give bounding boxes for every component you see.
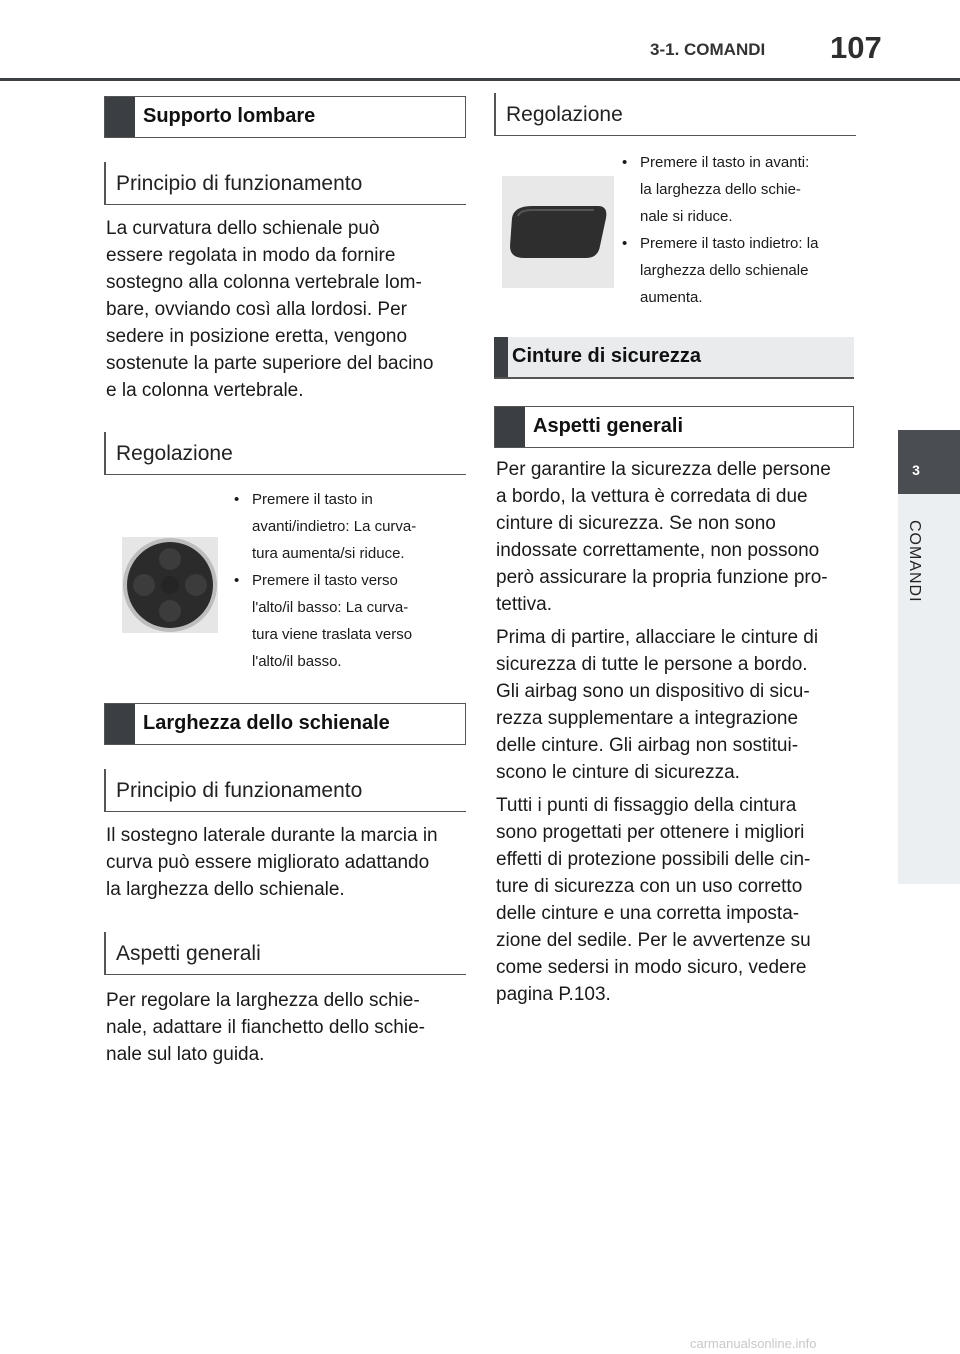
text-line: delle cinture. Gli airbag non sostitui- — [496, 735, 799, 756]
text-line: sicurezza di tutte le persone a bordo. — [496, 654, 808, 675]
text-line: Per regolare la larghezza dello schie- — [106, 990, 420, 1011]
text-line: sono progettati per ottenere i migliori — [496, 822, 805, 843]
lumbar-switch-icon — [122, 537, 218, 633]
text-line: aumenta. — [640, 289, 703, 306]
text-line: La curvatura dello schienale può — [106, 218, 380, 239]
text-line: tettiva. — [496, 594, 552, 615]
section-heading-aspetti-generali — [494, 406, 854, 448]
running-header-section: 3-1. COMANDI — [650, 40, 766, 59]
text-line: scono le cinture di sicurezza. — [496, 762, 740, 783]
chapter-tab-number: 3 — [912, 462, 920, 478]
heading-bar — [105, 704, 135, 744]
text-line: effetti di protezione possibili delle cin- — [496, 849, 811, 870]
text-line: • Premere il tasto in avanti: — [640, 154, 810, 171]
text-line: Prima di partire, allacciare le cinture di — [496, 627, 819, 648]
text-line: • Premere il tasto in — [252, 491, 373, 508]
text-line: larghezza dello schienale — [640, 262, 809, 279]
text-line: • Premere il tasto verso — [252, 572, 398, 589]
text-line: Il sostegno laterale durante la marcia in — [106, 825, 438, 846]
paragraphs-cinture — [496, 456, 856, 1014]
heading-text: Aspetti generali — [533, 415, 684, 437]
text-line: • Premere il tasto indietro: la — [640, 235, 819, 252]
subheading-regolazione-left — [104, 432, 466, 475]
paragraph — [496, 624, 856, 786]
section-heading-larghezza — [104, 703, 466, 745]
subheading-text: Principio di funzionamento — [116, 172, 363, 195]
text-line: la larghezza dello schienale. — [106, 879, 345, 900]
text-line: rezza supplementare a integrazione — [496, 708, 799, 729]
text-line: zione del sedile. Per le avvertenze su — [496, 930, 811, 951]
text-line: a bordo, la vettura è corredata di due — [496, 486, 808, 507]
text-line: però assicurare la propria funzione pro- — [496, 567, 828, 588]
text-line: e la colonna vertebrale. — [106, 380, 304, 401]
subheading-principio-2 — [104, 769, 466, 812]
text-line: cinture di sicurezza. Se non sono — [496, 513, 776, 534]
heading-text: Larghezza dello schienale — [143, 712, 390, 734]
text-line: sedere in posizione eretta, vengono — [106, 326, 408, 347]
watermark: carmanualsonline.info — [690, 1336, 817, 1351]
text-line: l'alto/il basso. — [252, 653, 342, 670]
text-line: sostenute la parte superiore del bacino — [106, 353, 434, 374]
bullet-item — [230, 486, 465, 567]
bullet-item — [618, 149, 858, 230]
text-line: sostegno alla colonna vertebrale lom- — [106, 272, 422, 293]
text-line: Per garantire la sicurezza delle persone — [496, 459, 831, 480]
text-line: come sedersi in modo sicuro, vedere — [496, 957, 807, 978]
text-line: l'alto/il basso: La curva- — [252, 599, 409, 616]
page-number: 107 — [830, 30, 882, 65]
text-line: avanti/indietro: La curva- — [252, 518, 417, 535]
subheading-text: Aspetti generali — [116, 942, 261, 965]
subheading-text: Regolazione — [506, 103, 623, 126]
bullet-list-regolazione-left — [230, 486, 465, 675]
text-line: nale si riduce. — [640, 208, 733, 225]
heading-text: Supporto lombare — [143, 105, 316, 127]
text-line: tura viene traslata verso — [252, 626, 413, 643]
text-line: essere regolata in modo da fornire — [106, 245, 396, 266]
text-line: nale, adattare il fianchetto dello schie- — [106, 1017, 425, 1038]
heading-bar — [494, 337, 508, 377]
bullet-list-regolazione-right — [618, 149, 858, 311]
text-line: ture di sicurezza con un uso corretto — [496, 876, 803, 897]
heading-bar — [495, 407, 525, 447]
text-line: indossate correttamente, non possono — [496, 540, 820, 561]
text-line: bare, ovviando così alla lordosi. Per — [106, 299, 407, 320]
bullet-item — [618, 230, 858, 311]
paragraph-principio-1 — [106, 215, 466, 404]
text-line: la larghezza dello schie- — [640, 181, 801, 198]
text-line: pagina P.103. — [496, 984, 611, 1005]
section-heading-supporto-lombare — [104, 96, 466, 138]
subheading-text: Regolazione — [116, 442, 233, 465]
text-line: nale sul lato guida. — [106, 1044, 265, 1065]
header-rule — [0, 78, 960, 81]
subheading-text: Principio di funzionamento — [116, 779, 363, 802]
text-line: delle cinture e una corretta imposta- — [496, 903, 800, 924]
paragraph — [496, 792, 856, 1008]
text-line: curva può essere migliorato adattando — [106, 852, 430, 873]
heading-bar — [105, 97, 135, 137]
width-switch-icon — [502, 176, 614, 288]
subheading-regolazione-right — [494, 93, 856, 136]
heading-rule — [494, 377, 854, 379]
text-line: tura aumenta/si riduce. — [252, 545, 405, 562]
heading-text: Cinture di sicurezza — [512, 345, 701, 367]
paragraph-principio-2 — [106, 822, 466, 903]
lumbar-control-image — [122, 537, 218, 633]
text-line: Gli airbag sono un dispositivo di sicu- — [496, 681, 810, 702]
chapter-tab-label: COMANDI — [906, 520, 923, 603]
paragraph — [496, 456, 856, 618]
backrest-width-button-image — [502, 176, 614, 288]
subheading-aspetti-left — [104, 932, 466, 975]
text-line: Tutti i punti di fissaggio della cintura — [496, 795, 797, 816]
bullet-item — [230, 567, 465, 675]
section-heading-cinture — [494, 337, 854, 377]
subheading-principio-1 — [104, 162, 466, 205]
paragraph-aspetti-left — [106, 987, 466, 1068]
